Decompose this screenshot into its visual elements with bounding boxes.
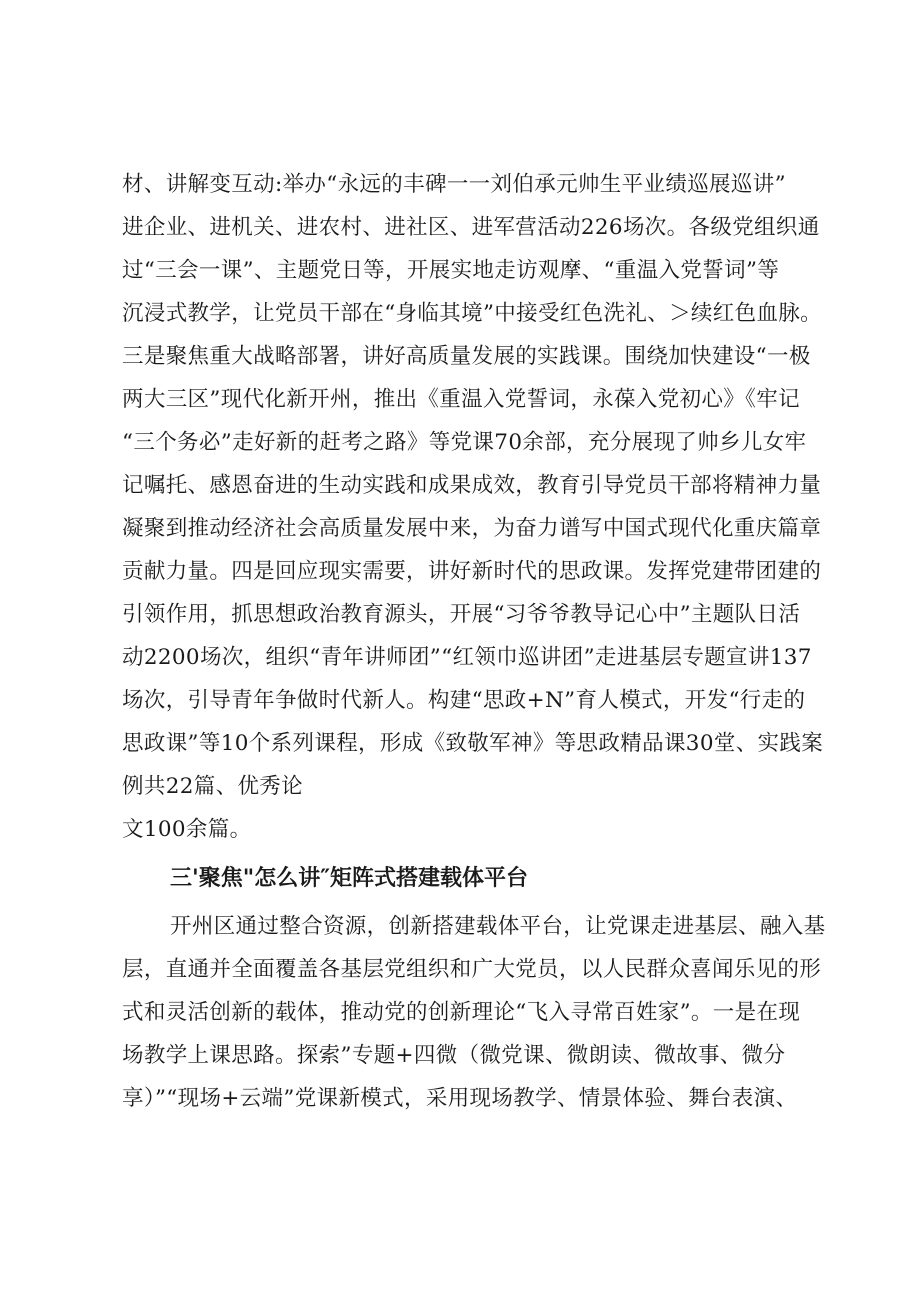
paragraph-line: 式和灵活创新的载体，推动党的创新理论“飞入寻常百姓家”。一是在现	[122, 1000, 801, 1025]
paragraph-line: “三个务必”走好新的赶考之路》等党课70余部，充分展现了帅乡儿女牢	[122, 430, 807, 455]
paragraph-line: 记嘱托、感恩奋进的生动实践和成果成效，教育引导党员干部将精神力量	[122, 473, 822, 498]
paragraph-line: 动2200场次，组织“青年讲师团”“红领巾巡讲团”走进基层专题宣讲137	[122, 645, 812, 670]
paragraph-line: 思政课”等10个系列课程，形成《致敬军神》等思政精品课30堂、实践案	[122, 731, 824, 756]
paragraph-line: 进企业、进机关、进农村、进社区、进军营活动226场次。各级党组织通	[122, 215, 820, 240]
paragraph-line: 享）”“现场+云端”党课新模式，采用现场教学、情景体验、舞台表演、	[122, 1086, 798, 1111]
paragraph-line: 两大三区”现代化新开州，推出《重温入党誓词，永葆入党初心》《牢记	[122, 387, 800, 412]
paragraph-line: 过“三会一课”、主题党日等，开展实地走访观摩、“重温入党誓词”等	[122, 258, 780, 283]
section-heading: 三'聚焦"怎么讲″矩阵式搭建载体平台	[170, 866, 529, 891]
paragraph-line: 文100余篇。	[122, 817, 252, 842]
paragraph-line: 引领作用，抓思想政治教育源头，开展“习爷爷教导记心中”主题队日活	[122, 602, 801, 627]
paragraph-line: 场教学上课思路。探索”专题+四微（微党课、微朗读、微故事、微分	[122, 1043, 786, 1068]
paragraph-line: 例共22篇、优秀论	[122, 774, 304, 799]
paragraph-line: 沉浸式教学，让党员干部在“身临其境”中接受红色洗礼、＞续红色血脉。	[122, 301, 823, 326]
paragraph-line: 材、讲解变互动:举办“永远的丰碑一一刘伯承元帅生平业绩巡展巡讲”	[122, 172, 786, 197]
paragraph-line: 层，直通并全面覆盖各基层党组织和广大党员，以人民群众喜闻乐见的形	[122, 957, 822, 982]
paragraph-line: 开州区通过整合资源，创新搭建载体平台，让党课走进基层、融入基	[170, 914, 826, 939]
paragraph-line: 三是聚焦重大战略部署，讲好高质量发展的实践课。围绕加快建设“一极	[122, 344, 811, 369]
paragraph-line: 场次，引导青年争做时代新人。构建“思政+N”育人模式，开发“行走的	[122, 688, 806, 713]
paragraph-line: 凝聚到推动经济社会高质量发展中来，为奋力谱写中国式现代化重庆篇章	[122, 516, 822, 541]
paragraph-line: 贡献力量。四是回应现实需要，讲好新时代的思政课。发挥党建带团建的	[122, 559, 822, 584]
